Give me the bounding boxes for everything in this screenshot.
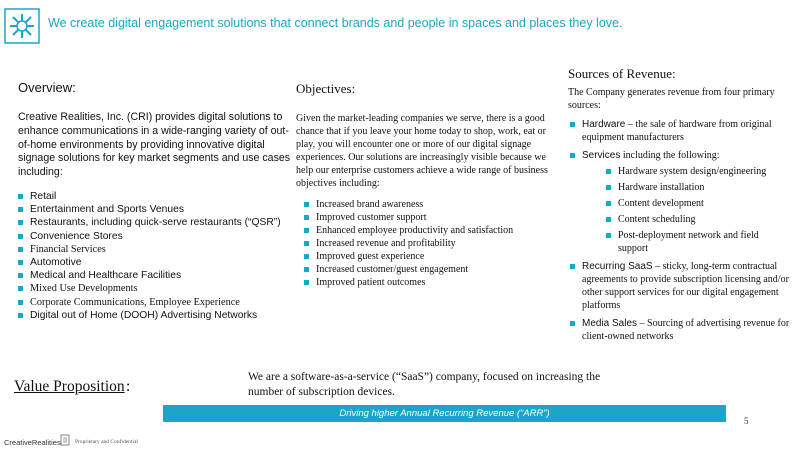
bullet-icon	[606, 185, 611, 190]
revenue-paragraph: The Company generates revenue from four primary sources:	[568, 87, 775, 111]
list-item: Hardware system design/engineering	[598, 165, 790, 178]
list-item: Medical and Healthcare Facilities	[18, 269, 296, 282]
bullet-icon	[18, 207, 23, 212]
bullet-icon	[570, 321, 575, 326]
bullet-icon	[18, 300, 23, 305]
bullet-icon	[18, 286, 23, 291]
bullet-icon	[18, 247, 23, 252]
footer-brand: CreativeRealities	[4, 438, 61, 447]
revenue-title: Sources of Revenue:	[568, 66, 676, 81]
list-item: Convenience Stores	[18, 230, 296, 243]
list-item: Hardware installation	[598, 181, 790, 194]
bullet-icon	[304, 280, 309, 285]
list-item: Enhanced employee productivity and satisfaction	[296, 224, 558, 237]
objectives-paragraph: Given the market-leading companies we serve, there is a good chance that if you leave your home today to shop, work, eat or play, you will encounter one or more of our digital signage experiences. Our solutions are increasingly visible because we help our enterprise customers achieve a wide range of business objectives including:	[296, 113, 548, 189]
bullet-icon	[304, 241, 309, 246]
revenue-item-media: Media Sales – Sourcing of advertising revenue for client-owned networks	[568, 317, 790, 343]
bullet-icon	[304, 254, 309, 259]
bullet-icon	[606, 217, 611, 222]
list-item: Corporate Communications, Employee Experience	[18, 296, 296, 309]
list-item: Improved customer support	[296, 211, 558, 224]
list-item: Increased revenue and profitability	[296, 237, 558, 250]
bullet-icon	[304, 267, 309, 272]
list-item: Content development	[598, 197, 790, 210]
list-item: Content scheduling	[598, 213, 790, 226]
services-sublist	[568, 165, 790, 255]
bullet-icon	[18, 260, 23, 265]
overview-list	[18, 190, 296, 322]
objectives-section	[296, 66, 558, 289]
objectives-title: Objectives:	[296, 81, 356, 96]
list-item: Entertainment and Sports Venues	[18, 203, 296, 216]
document-icon	[60, 434, 70, 446]
bullet-icon	[570, 153, 575, 158]
arr-banner: Driving higher Annual Recurring Revenue (“ARR”)	[163, 405, 726, 422]
bullet-icon	[304, 228, 309, 233]
bullet-icon	[606, 201, 611, 206]
revenue-item-hardware: Hardware – the sale of hardware from original equipment manufacturers	[568, 118, 790, 144]
footer-note: Proprietary and Confidential	[75, 439, 138, 445]
bullet-icon	[18, 234, 23, 239]
revenue-list-continued	[568, 260, 790, 343]
page-number: 5	[744, 416, 749, 426]
value-proposition-text: We are a software-as-a-service (“SaaS”) company, focused on increasing the number of subscription devices.	[248, 371, 601, 398]
list-item: Digital out of Home (DOOH) Advertising Networks	[18, 309, 296, 322]
revenue-section	[568, 66, 790, 343]
list-item: Improved guest experience	[296, 250, 558, 263]
bullet-icon	[570, 122, 575, 127]
overview-paragraph: Creative Realities, Inc. (CRI) provides digital solutions to enhance communications in a wide-ranging variety of out-of-home environments by providing innovative digital signage solutions for key market segments and use cases including:	[18, 111, 291, 179]
list-item: Post-deployment network and field support	[598, 229, 790, 255]
list-item: Retail	[18, 190, 296, 203]
overview-title: Overview:	[18, 80, 76, 95]
value-proposition-colon: :	[126, 378, 131, 395]
revenue-item-saas: Recurring SaaS – sticky, long-term contractual agreements to provide subscription licensing and/or other support services for our digital engagement platforms	[568, 260, 790, 312]
list-item: Mixed Use Developments	[18, 282, 296, 295]
list-item: Increased brand awareness	[296, 198, 558, 211]
bullet-icon	[606, 169, 611, 174]
bullet-icon	[18, 273, 23, 278]
header-tagline: We create digital engagement solutions that connect brands and people in spaces and places they love.	[48, 16, 623, 30]
bullet-icon	[570, 264, 575, 269]
bullet-icon	[304, 215, 309, 220]
list-item: Increased customer/guest engagement	[296, 263, 558, 276]
list-item: Restaurants, including quick-serve restaurants (“QSR”)	[18, 216, 296, 229]
value-proposition-title: Value Proposition	[14, 378, 125, 395]
objectives-list	[296, 198, 558, 289]
bullet-icon	[18, 313, 23, 318]
bullet-icon	[606, 233, 611, 238]
brand-logo-icon	[4, 8, 40, 44]
revenue-item-services: Services including the following:	[568, 149, 790, 162]
bullet-icon	[18, 194, 23, 199]
list-item: Automotive	[18, 256, 296, 269]
bullet-icon	[304, 202, 309, 207]
list-item: Improved patient outcomes	[296, 276, 558, 289]
revenue-list	[568, 118, 790, 162]
overview-section	[18, 66, 296, 322]
bullet-icon	[18, 220, 23, 225]
list-item: Financial Services	[18, 243, 296, 256]
